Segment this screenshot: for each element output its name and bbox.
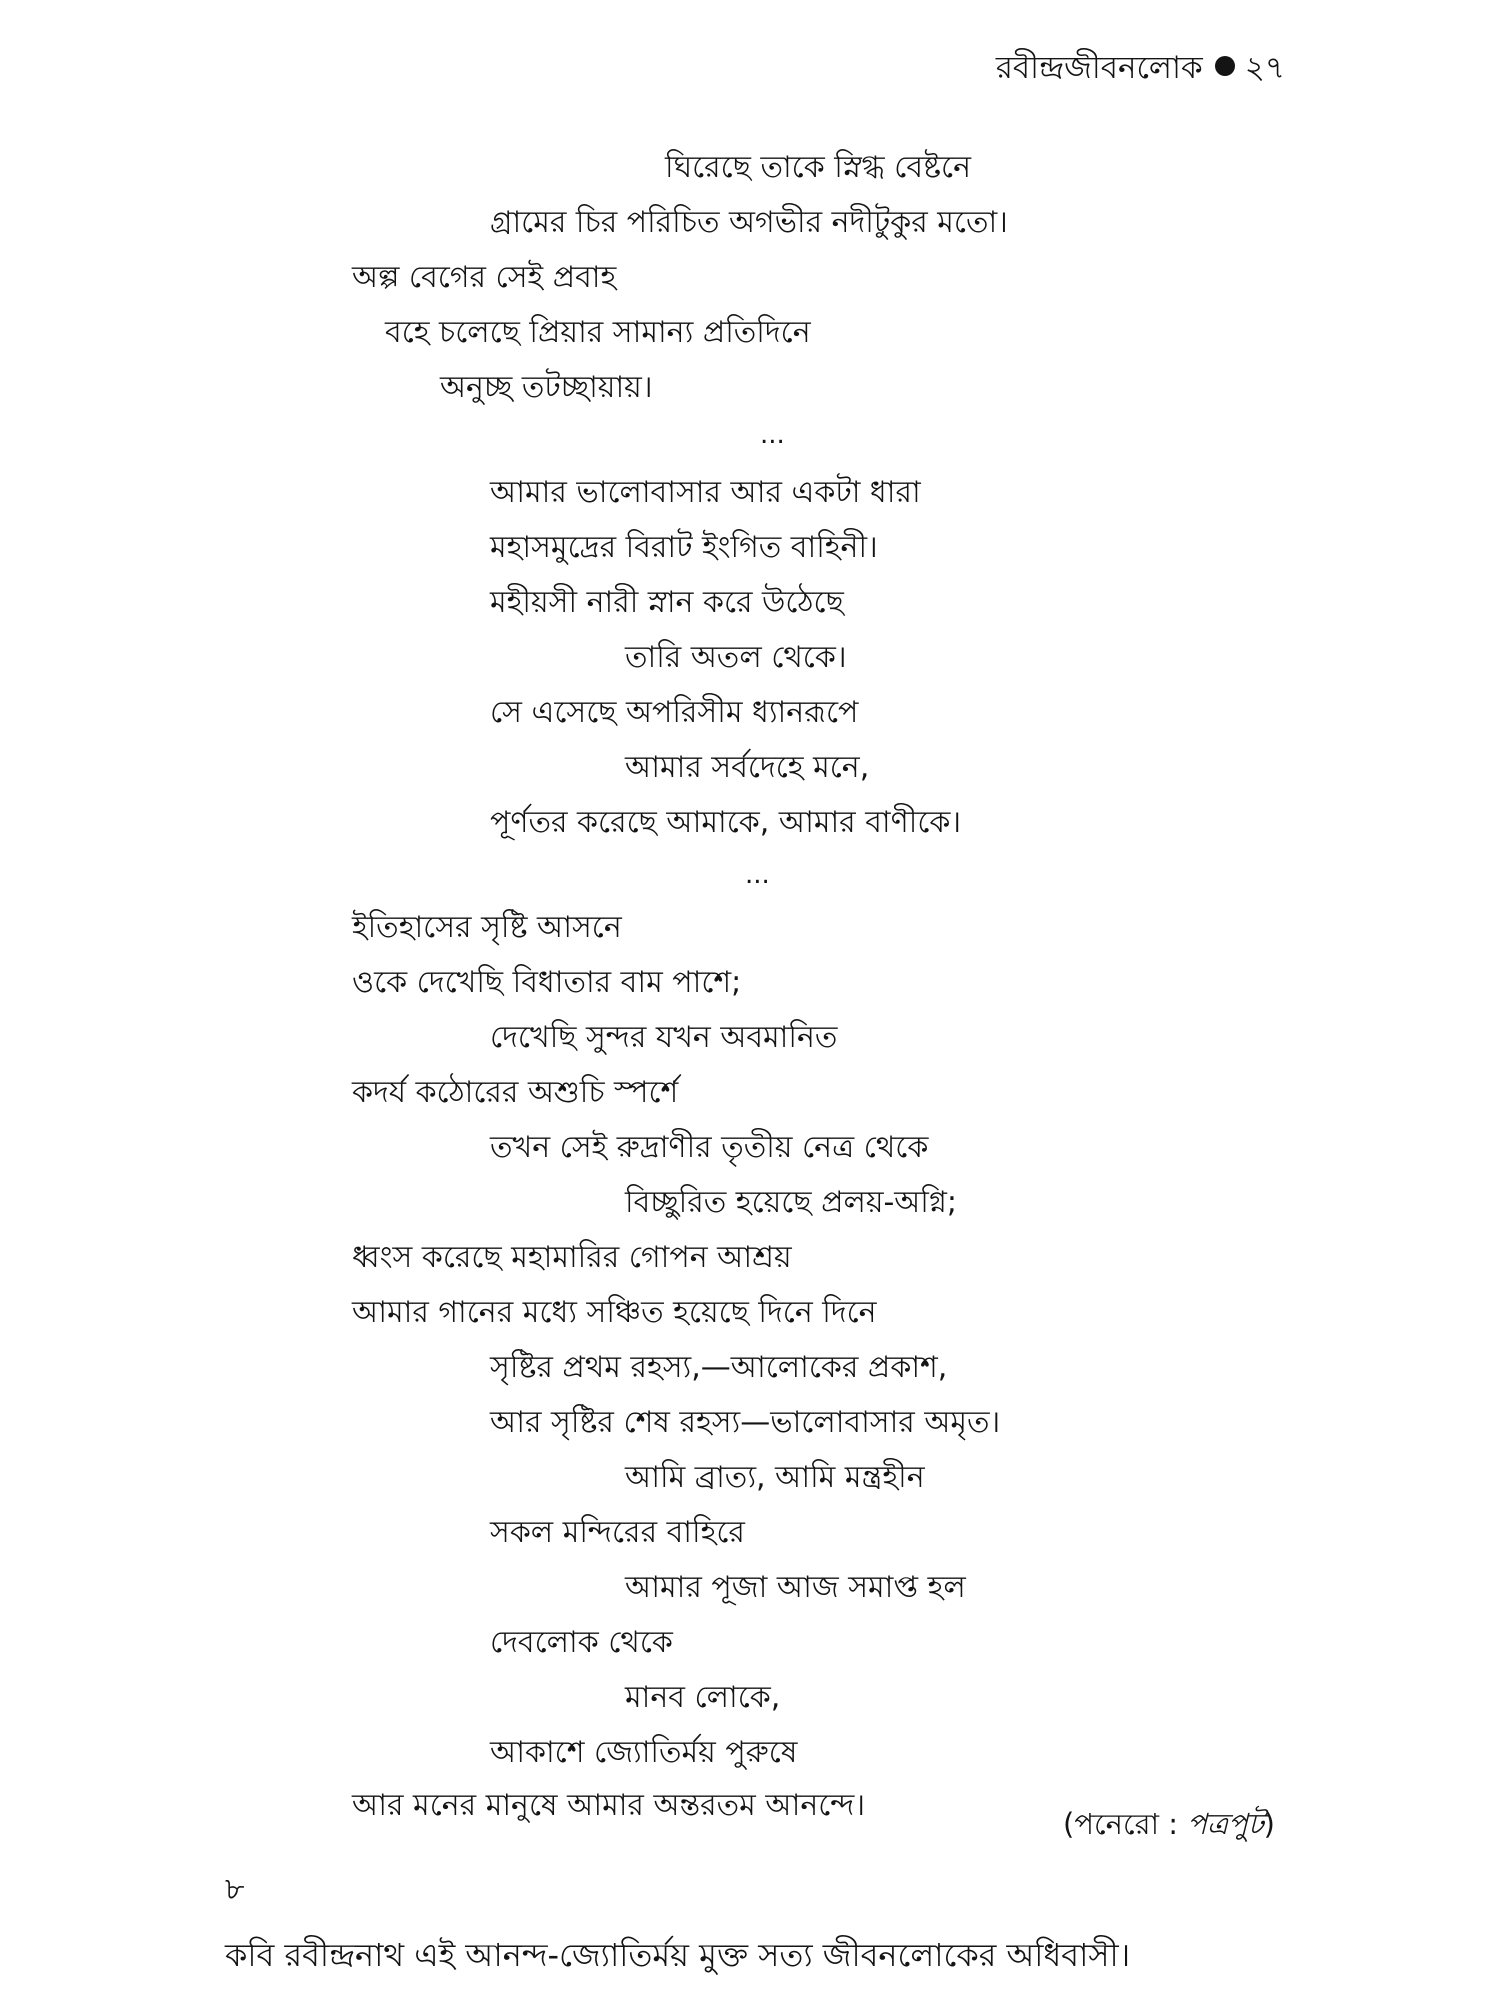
poem-line: সে এসেছে অপরিসীম ধ্যানরূপে: [490, 695, 859, 730]
poem-line: তখন সেই রুদ্রাণীর তৃতীয় নেত্র থেকে: [490, 1130, 929, 1165]
poem-line: তারি অতল থেকে।: [625, 640, 847, 675]
poem-line: আর মনের মানুষে আমার অন্তরতম আনন্দে।: [352, 1788, 866, 1823]
page-number: ২৭: [1244, 50, 1285, 86]
poem-line: আকাশে জ্যোতির্ময় পুরুষে: [490, 1735, 798, 1770]
poem-line: আমার গানের মধ্যে সঞ্চিত হয়েছে দিনে দিনে: [352, 1295, 877, 1330]
poem-line: আমার পূজা আজ সমাপ্ত হল: [625, 1570, 966, 1605]
poem-line: আমি ব্রাত্য, আমি মন্ত্রহীন: [625, 1460, 925, 1495]
section-number: ৮: [225, 1872, 245, 1907]
poem-line: মহীয়সী নারী স্নান করে উঠেছে: [490, 585, 844, 620]
bullet-dot: [1215, 56, 1235, 76]
poem-line: দেবলোক থেকে: [490, 1625, 673, 1660]
poem-line: দেখেছি সুন্দর যখন অবমানিত: [490, 1020, 838, 1055]
poem-line: সকল মন্দিরের বাহিরে: [490, 1515, 745, 1550]
poem-line: পূর্ণতর করেছে আমাকে, আমার বাণীকে।: [490, 805, 962, 840]
poem-line: অল্প বেগের সেই প্রবাহ: [352, 260, 617, 295]
poem-line: আমার ভালোবাসার আর একটা ধারা: [490, 475, 921, 510]
stanza-ellipsis: ...: [745, 860, 770, 890]
source-book-title: পত্রপুট: [1187, 1807, 1264, 1841]
source-prefix: (পনেরো :: [1063, 1807, 1188, 1841]
poem-line: কদর্য কঠোরের অশুচি স্পর্শে: [352, 1075, 679, 1110]
closing-paragraph: কবি রবীন্দ্রনাথ এই আনন্দ-জ্যোতির্ময় মুক্ত সত্য জীবনলোকের অধিবাসী।: [225, 1936, 1131, 1974]
poem-line: সৃষ্টির প্রথম রহস্য,—আলোকের প্রকাশ,: [490, 1350, 948, 1385]
poem-line: আমার সর্বদেহে মনে,: [625, 750, 870, 785]
poem-source-citation: [1063, 1802, 1275, 1851]
poem-line: অনুচ্ছ তটচ্ছায়ায়।: [440, 370, 653, 405]
poem-line: ধ্বংস করেছে মহামারির গোপন আশ্রয়: [352, 1240, 792, 1275]
poem-line: বিচ্ছুরিত হয়েছে প্রলয়-অগ্নি;: [625, 1185, 958, 1220]
poem-line: আর সৃষ্টির শেষ রহস্য—ভালোবাসার অমৃত।: [490, 1405, 1001, 1440]
poem-line: মহাসমুদ্রের বিরাট ইংগিত বাহিনী।: [490, 530, 878, 565]
source-suffix: ): [1263, 1807, 1275, 1841]
poem-line: গ্রামের চির পরিচিত অগভীর নদীটুকুর মতো।: [490, 205, 1008, 240]
poem-line: ওকে দেখেছি বিধাতার বাম পাশে;: [352, 965, 742, 1000]
poem-line: ইতিহাসের সৃষ্টি আসনে: [352, 910, 622, 945]
running-title: রবীন্দ্রজীবনলোক: [995, 50, 1203, 86]
poem-line: মানব লোকে,: [625, 1680, 781, 1715]
poem-line: ঘিরেছে তাকে স্নিগ্ধ বেষ্টনে: [665, 150, 971, 185]
stanza-ellipsis: ...: [760, 420, 785, 450]
running-header: [996, 44, 1285, 96]
poem-line: বহে চলেছে প্রিয়ার সামান্য প্রতিদিনে: [385, 315, 811, 350]
